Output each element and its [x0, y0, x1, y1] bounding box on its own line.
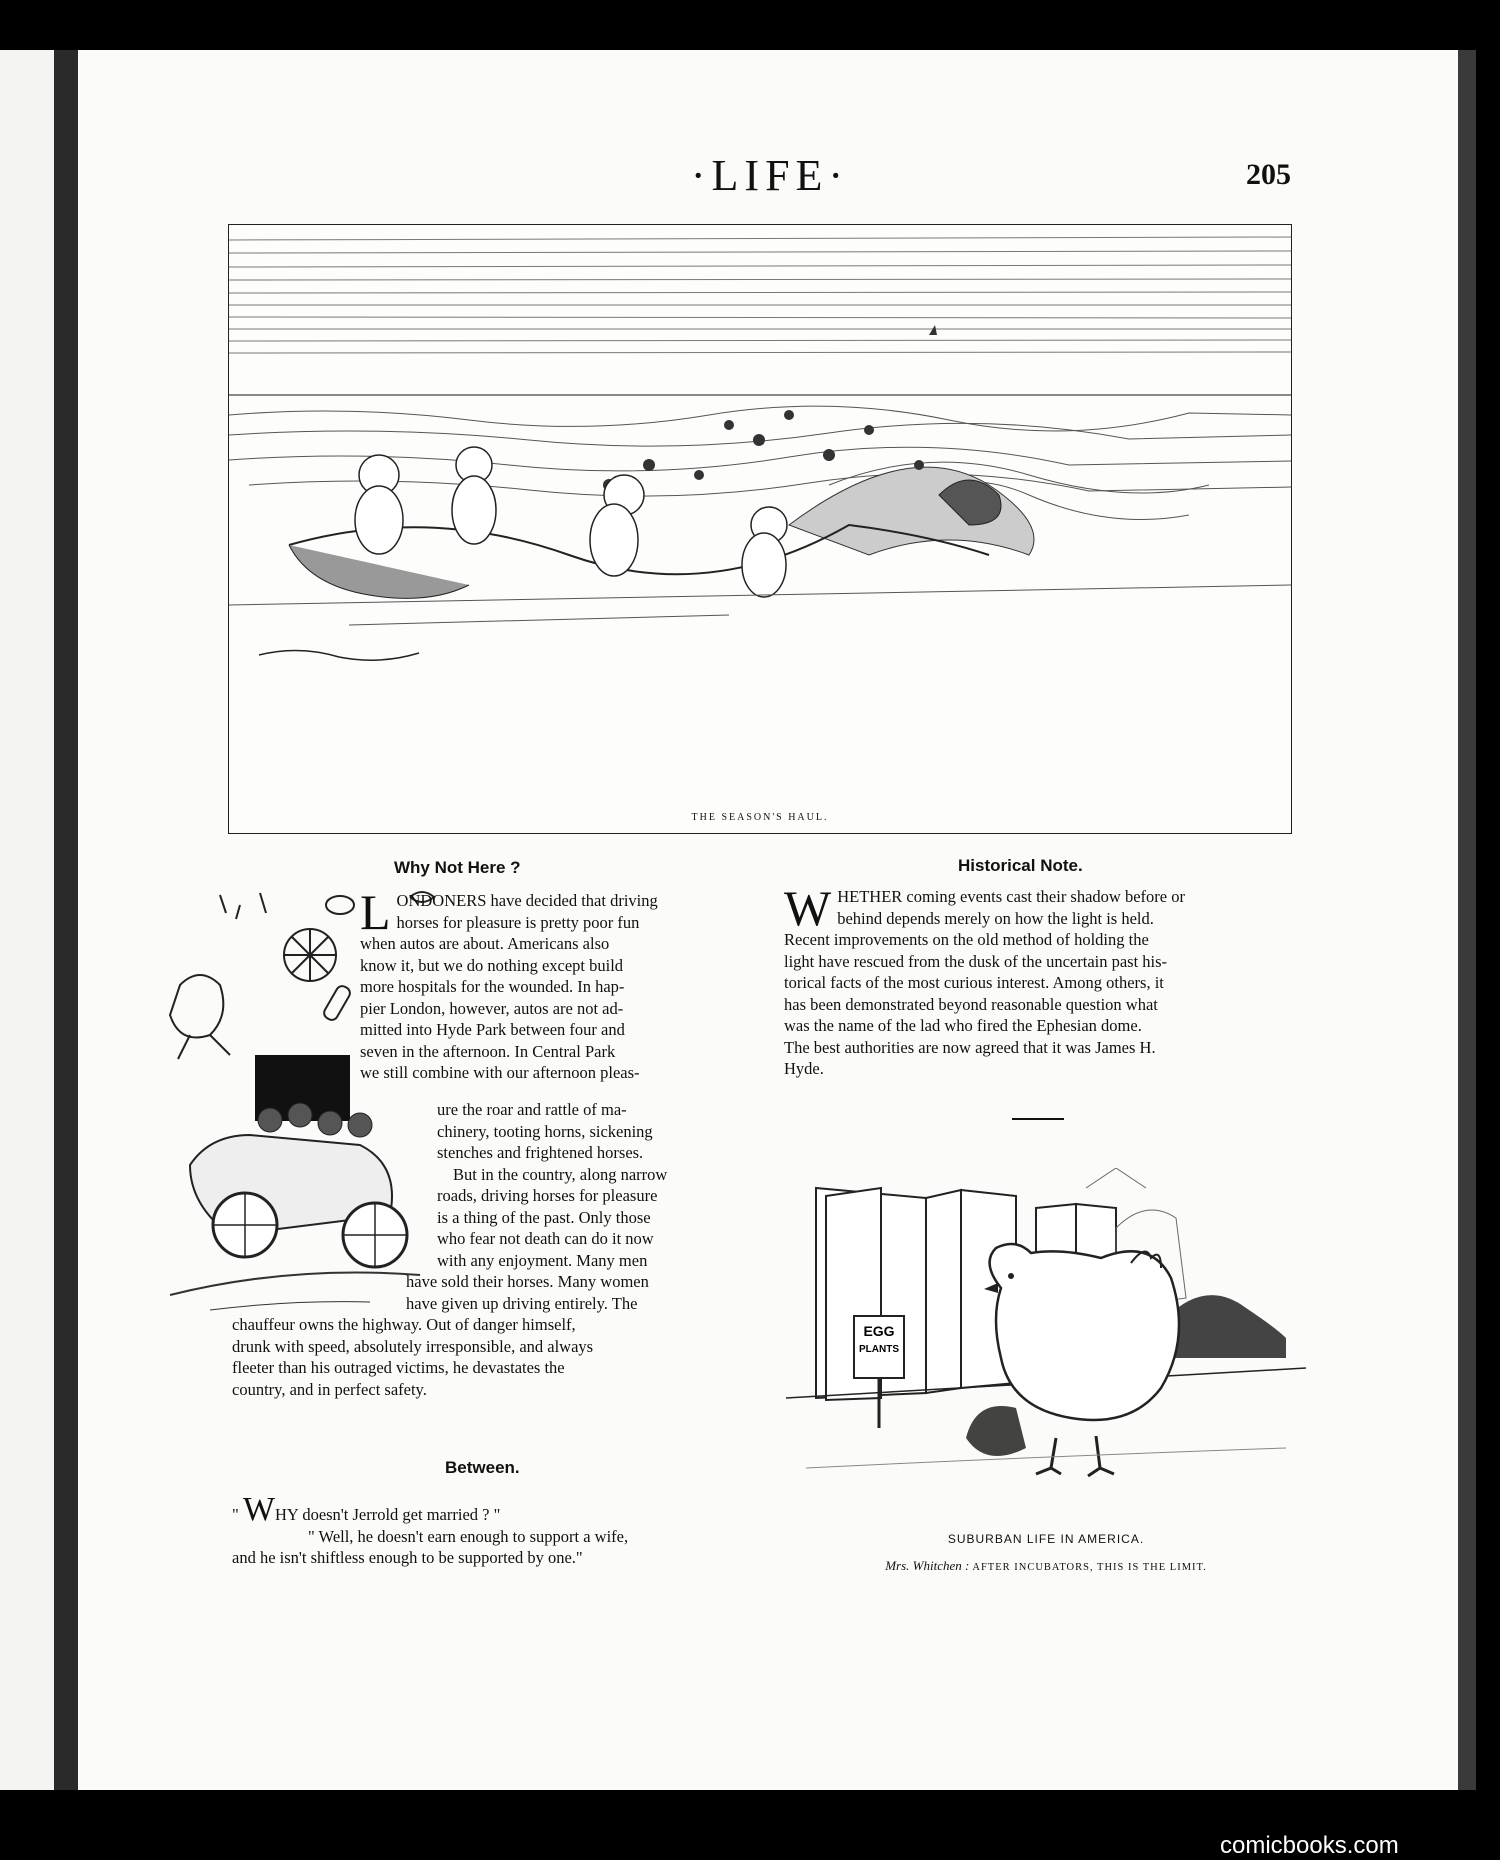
seasons-haul-illustration	[228, 224, 1292, 834]
text-line: torical facts of the most curious interest. Among others, it	[784, 973, 1164, 992]
hen-cartoon-subcaption	[786, 1558, 1306, 1574]
text-line: with any enjoyment. Many men	[437, 1250, 648, 1270]
page-number: 205	[1246, 158, 1291, 191]
text-line: roads, driving horses for pleasure	[437, 1186, 658, 1205]
section-divider	[1012, 1118, 1064, 1120]
open-quote: "	[232, 1505, 243, 1524]
between-text	[232, 1491, 742, 1569]
sign-plants: PLANTS	[859, 1344, 899, 1355]
text-line: and he isn't shiftless enough to be supported by one."	[232, 1548, 583, 1567]
watermark: comicbooks.com	[1220, 1832, 1399, 1859]
seasons-haul-caption: THE SEASON'S HAUL.	[691, 812, 829, 823]
historical-note-text	[784, 880, 1294, 1080]
why-not-here-text-middle	[437, 1099, 742, 1271]
text-line: pier London, however, autos are not ad-	[360, 998, 624, 1018]
text-line: was the name of the lad who fired the Ephesian dome.	[784, 1016, 1142, 1035]
historical-note-heading: Historical Note.	[958, 856, 1083, 875]
page-right-edge	[1458, 50, 1476, 1790]
why-not-here-text-lower	[406, 1271, 742, 1314]
text-line: fleeter than his outraged victims, he devastates the	[232, 1358, 565, 1377]
text-line: mitted into Hyde Park between four and	[360, 1020, 625, 1039]
text-fragment: HY doesn't Jerrold get married ? "	[274, 1505, 501, 1524]
text-line: HETHER coming events cast their shadow before or	[837, 887, 1185, 906]
dropcap-w: W	[784, 880, 832, 936]
text-line: chinery, tooting horns, sickening	[437, 1121, 653, 1141]
dropcap-w: W	[242, 1491, 275, 1528]
text-line: has been demonstrated beyond reasonable question what	[784, 994, 1158, 1014]
text-line: light have rescued from the dusk of the uncertain past his-	[784, 951, 1168, 971]
hen-cartoon-illustration	[786, 1168, 1306, 1508]
why-not-here-text-bottom	[232, 1314, 742, 1400]
text-line: know it, but we do nothing except build	[360, 955, 624, 975]
speaker-name: Mrs. Whitchen :	[885, 1558, 970, 1573]
between-heading: Between.	[445, 1458, 520, 1477]
text-line: ONDONERS have decided that driving	[396, 891, 658, 910]
text-line: who fear not death can do it now	[437, 1229, 654, 1248]
text-line: horses for pleasure is pretty poor fun	[396, 912, 640, 932]
binding-gutter	[54, 50, 78, 1790]
hen-cartoon-drawing	[786, 1168, 1306, 1508]
text-line: Hyde.	[784, 1059, 824, 1078]
why-not-here-heading: Why Not Here ?	[394, 858, 521, 877]
text-line: is a thing of the past. Only those	[437, 1207, 651, 1227]
text-line: we still combine with our afternoon pleas-	[360, 1063, 640, 1082]
text-line: have given up driving entirely. The	[406, 1293, 638, 1313]
text-line: Recent improvements on the old method of holding the	[784, 930, 1149, 949]
text-line: country, and in perfect safety.	[232, 1379, 427, 1399]
hen-cartoon-caption: SUBURBAN LIFE IN AMERICA.	[947, 1532, 1145, 1546]
text-line: have sold their horses. Many women	[406, 1272, 649, 1291]
text-line	[232, 1491, 742, 1528]
text-line: behind depends merely on how the light is held.	[837, 908, 1154, 928]
text-line: when autos are about. Americans also	[360, 934, 610, 953]
text-line: The best authorities are now agreed that it was James H.	[784, 1037, 1156, 1057]
masthead-title: ·LIFE·	[690, 151, 850, 200]
text-line: more hospitals for the wounded. In hap-	[360, 977, 625, 996]
text-line: But in the country, along narrow	[453, 1164, 668, 1184]
why-not-here-text-top	[360, 884, 742, 1084]
dropcap-l: L	[360, 884, 391, 940]
text-line: chauffeur owns the highway. Out of danger himself,	[232, 1315, 576, 1334]
previous-page-edge	[0, 50, 54, 1790]
text-line: ure the roar and rattle of ma-	[437, 1100, 627, 1119]
subcaption-text: AFTER INCUBATORS, THIS IS THE LIMIT.	[969, 1562, 1207, 1573]
text-line: seven in the afternoon. In Central Park	[360, 1041, 616, 1061]
seasons-haul-drawing	[229, 225, 1292, 834]
text-line: drunk with speed, absolutely irresponsible, and always	[232, 1336, 594, 1356]
sign-egg: EGG	[863, 1323, 895, 1339]
text-line: stenches and frightened horses.	[437, 1143, 644, 1162]
text-line: " Well, he doesn't earn enough to support a wife,	[308, 1526, 629, 1546]
